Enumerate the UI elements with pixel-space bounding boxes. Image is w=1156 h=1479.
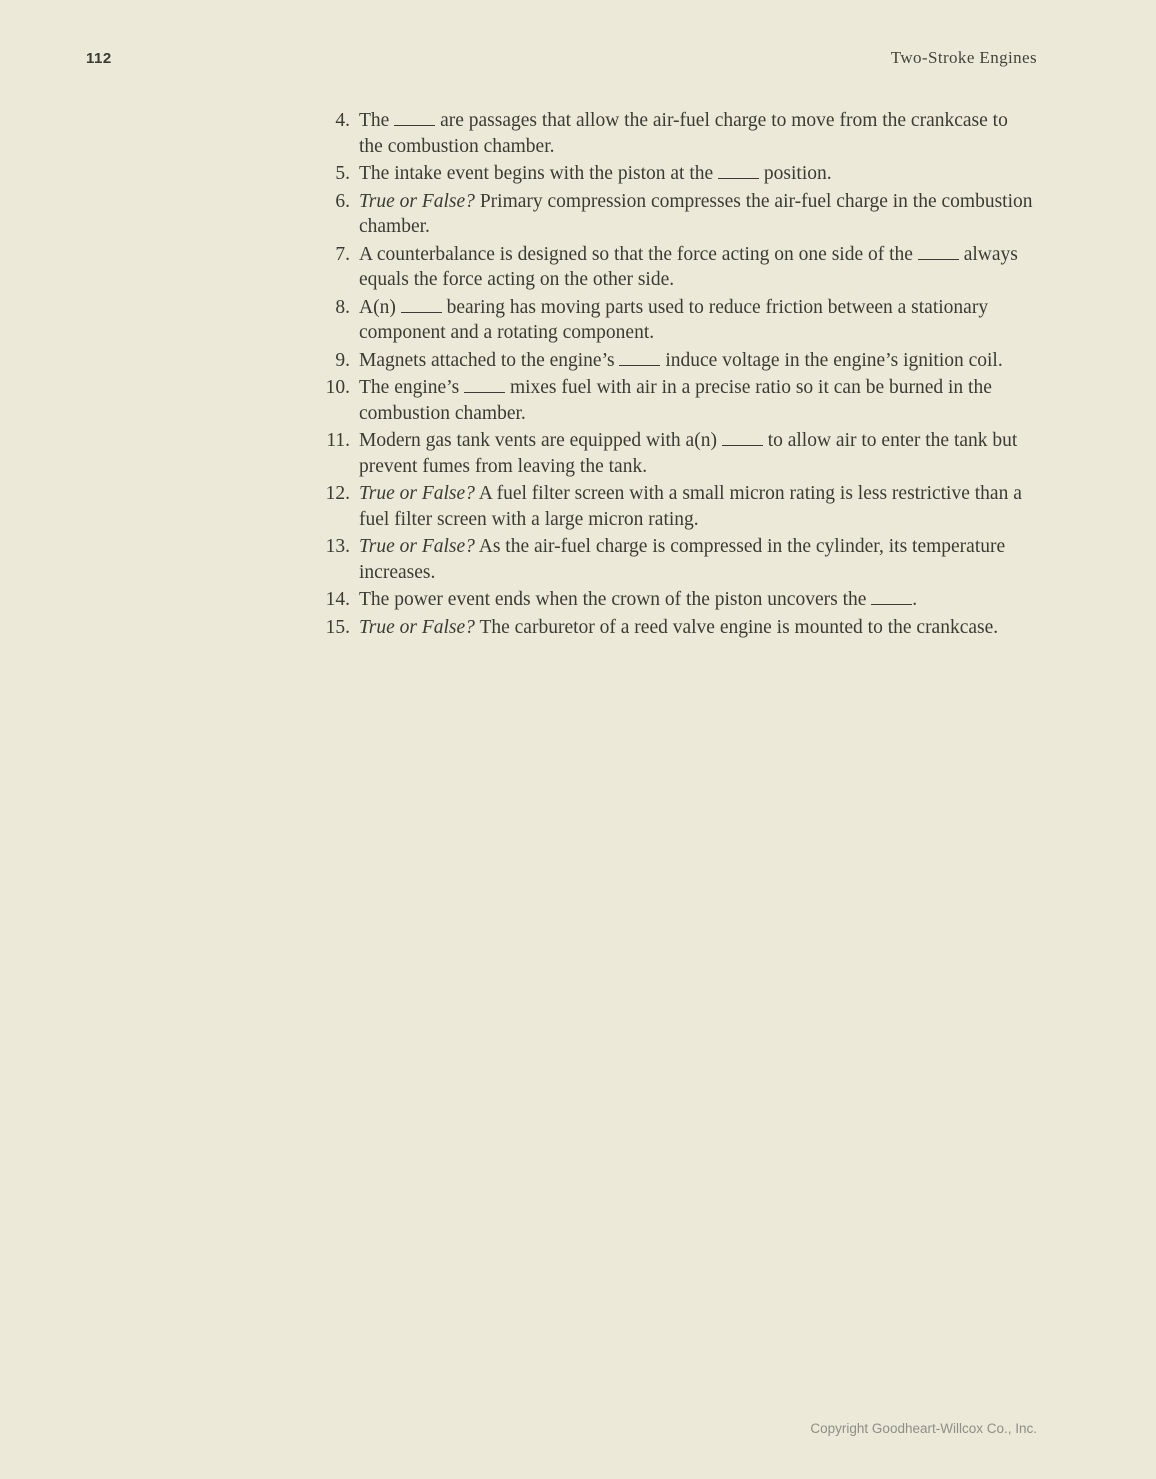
question-item xyxy=(302,534,1042,585)
question-text-segment: The engine’s xyxy=(359,377,465,398)
question-text-segment: A counterbalance is designed so that the force acting on one side of the xyxy=(359,243,918,265)
question-text xyxy=(359,108,1035,159)
true-or-false-label: True or False? xyxy=(359,483,475,504)
question-number: 8. xyxy=(335,296,350,318)
question-item xyxy=(302,189,1042,240)
question-text-segment: Magnets attached to the engine’s xyxy=(359,349,620,371)
question-text-segment: bearing has moving parts used to reduce friction between a stationary component and a rotating component. xyxy=(359,296,989,343)
question-item xyxy=(302,348,1042,374)
question-item xyxy=(302,587,1042,613)
question-text-segment: mixes fuel with air in a precise ratio so it can be burned in the combustion chamber. xyxy=(359,377,992,424)
page-header xyxy=(86,48,1037,68)
page-footer xyxy=(810,1421,1037,1436)
answer-blank xyxy=(401,310,442,313)
true-or-false-label: True or False? xyxy=(359,536,475,557)
question-text xyxy=(359,428,1035,479)
question-item xyxy=(302,108,1042,159)
answer-blank xyxy=(918,257,959,260)
answer-blank xyxy=(394,123,435,126)
question-text-segment: are passages that allow the air-fuel charge to move from the crankcase to the combustion chamber. xyxy=(359,110,1008,157)
question-text-segment: As the air-fuel charge is compressed in the cylinder, its temperature increases. xyxy=(359,536,1006,583)
question-text-segment: . xyxy=(912,589,918,610)
question-item xyxy=(302,481,1042,532)
question-item xyxy=(302,428,1042,479)
question-number: 6. xyxy=(335,190,350,212)
question-text-segment: A fuel filter screen with a small micron rating is less restrictive than a fuel filter screen with a large micron rating. xyxy=(359,483,1022,530)
question-text xyxy=(359,481,1035,532)
question-text xyxy=(359,534,1035,585)
question-text xyxy=(359,348,1035,374)
question-number: 12. xyxy=(325,483,350,504)
question-text-segment: A(n) xyxy=(359,296,401,318)
question-text xyxy=(359,189,1035,240)
question-text xyxy=(359,587,1035,613)
answer-blank xyxy=(464,390,505,393)
question-text-segment: to allow air to enter the tank but prevent fumes from leaving the tank. xyxy=(359,430,1018,477)
question-number: 14. xyxy=(325,589,350,610)
question-number: 15. xyxy=(325,616,350,638)
question-number: 11. xyxy=(326,430,350,451)
question-item xyxy=(302,161,1042,187)
true-or-false-label: True or False? xyxy=(359,190,475,212)
question-item xyxy=(302,295,1042,346)
question-text xyxy=(359,375,1035,426)
question-text-segment: always equals the force acting on the other side. xyxy=(359,243,1018,290)
question-number: 5. xyxy=(335,163,350,184)
question-text-segment: The intake event begins with the piston at the xyxy=(359,163,719,184)
copyright-text: Copyright Goodheart-Willcox Co., Inc. xyxy=(810,1421,1037,1436)
header-title: Two-Stroke Engines xyxy=(890,48,1037,67)
question-text xyxy=(359,295,1035,346)
answer-blank xyxy=(718,176,759,179)
question-text xyxy=(359,161,1035,187)
question-number: 9. xyxy=(335,349,350,371)
question-text-segment: Primary compression compresses the air-fuel charge in the combustion chamber. xyxy=(359,190,1033,237)
question-number: 10. xyxy=(325,377,350,398)
question-text xyxy=(359,615,1035,641)
question-number: 7. xyxy=(335,243,350,265)
question-text-segment: The xyxy=(359,110,395,131)
answer-blank xyxy=(722,443,763,446)
true-or-false-label: True or False? xyxy=(359,616,475,638)
question-item xyxy=(302,242,1042,293)
question-item xyxy=(302,375,1042,426)
question-text xyxy=(359,242,1035,293)
question-text-segment: Modern gas tank vents are equipped with a(n) xyxy=(359,430,722,451)
questions-list xyxy=(302,108,1042,642)
question-item xyxy=(302,615,1042,641)
answer-blank xyxy=(871,602,912,605)
question-text-segment: The power event ends when the crown of the piston uncovers the xyxy=(359,589,872,610)
question-number: 4. xyxy=(335,110,350,131)
question-text-segment: induce voltage in the engine’s ignition coil. xyxy=(660,349,1003,371)
answer-blank xyxy=(619,363,660,366)
question-text-segment: The carburetor of a reed valve engine is mounted to the crankcase. xyxy=(474,616,999,638)
page-number: 112 xyxy=(86,50,112,67)
question-text-segment: position. xyxy=(759,163,832,184)
question-number: 13. xyxy=(325,536,350,557)
